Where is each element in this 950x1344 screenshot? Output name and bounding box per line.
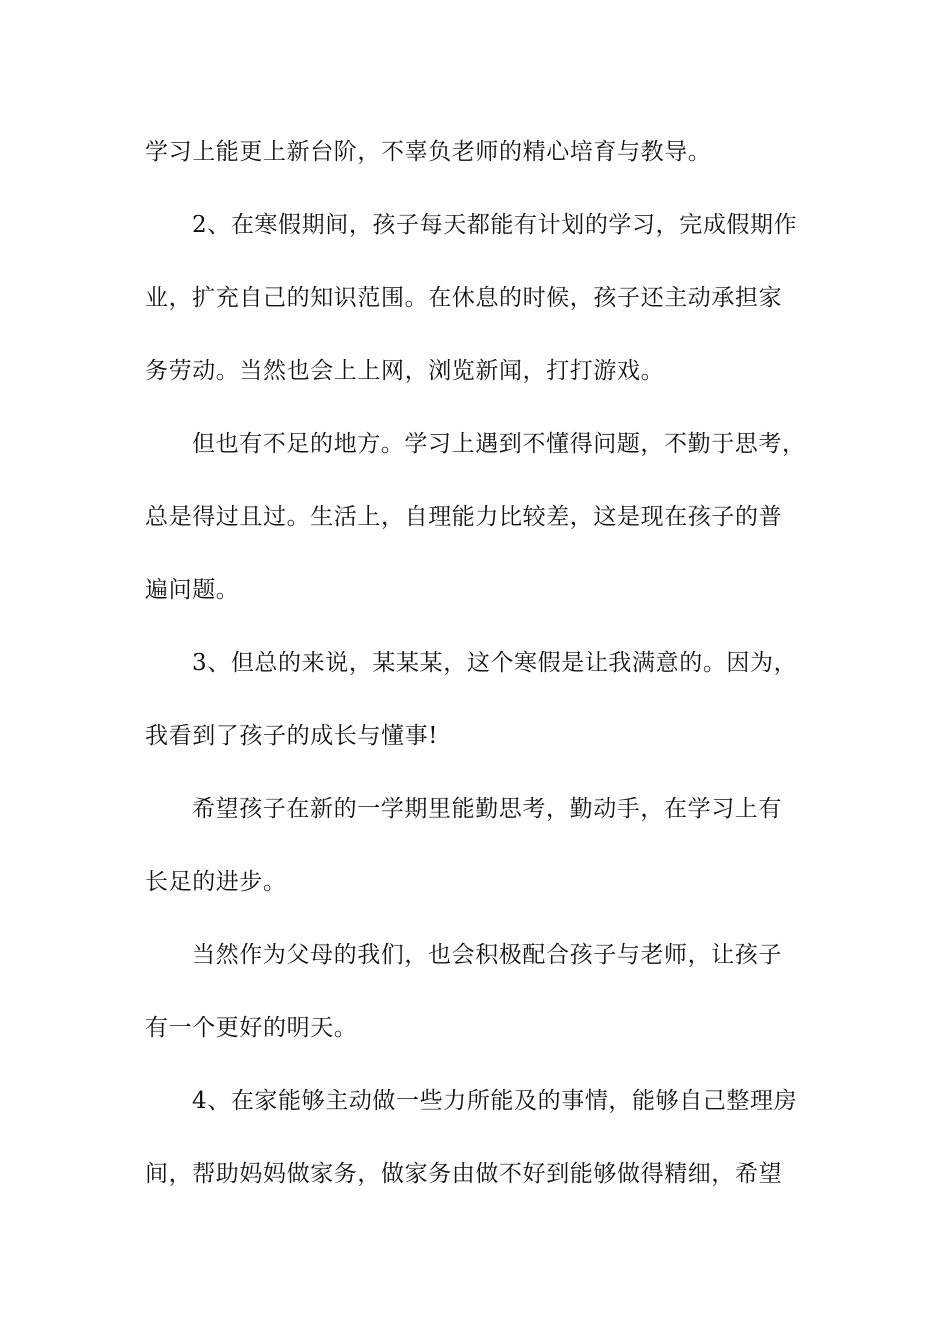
text-line-14: 4、在家能够主动做一些力所能及的事情，能够自己整理房 [192,1088,798,1114]
text-line-3: 业，扩充自己的知识范围。在休息的时候，孩子还主动承担家 [145,285,783,311]
text-line-1: 学习上能更上新台阶，不辜负老师的精心培育与教导。 [145,139,712,165]
text-line-15: 间，帮助妈妈做家务，做家务由做不好到能够做得精细，希望 [145,1161,783,1187]
text-line-6: 总是得过且过。生活上，自理能力比较差，这是现在孩子的普 [145,504,783,530]
text-line-8: 3、但总的来说，某某某，这个寒假是让我满意的。因为， [192,650,798,676]
text-line-9: 我看到了孩子的成长与懂事! [145,723,439,749]
text-line-10: 希望孩子在新的一学期里能勤思考，勤动手，在学习上有 [192,796,782,822]
text-line-7: 遍问题。 [145,577,240,603]
text-line-5: 但也有不足的地方。学习上遇到不懂得问题，不勤于思考， [192,431,806,457]
text-line-2: 2、在寒假期间，孩子每天都能有计划的学习，完成假期作 [192,212,798,238]
text-line-4: 务劳动。当然也会上上网，浏览新闻，打打游戏。 [145,358,665,384]
text-line-13: 有一个更好的明天。 [145,1015,358,1041]
text-line-11: 长足的进步。 [145,869,287,895]
text-line-12: 当然作为父母的我们，也会积极配合孩子与老师，让孩子 [192,942,782,968]
